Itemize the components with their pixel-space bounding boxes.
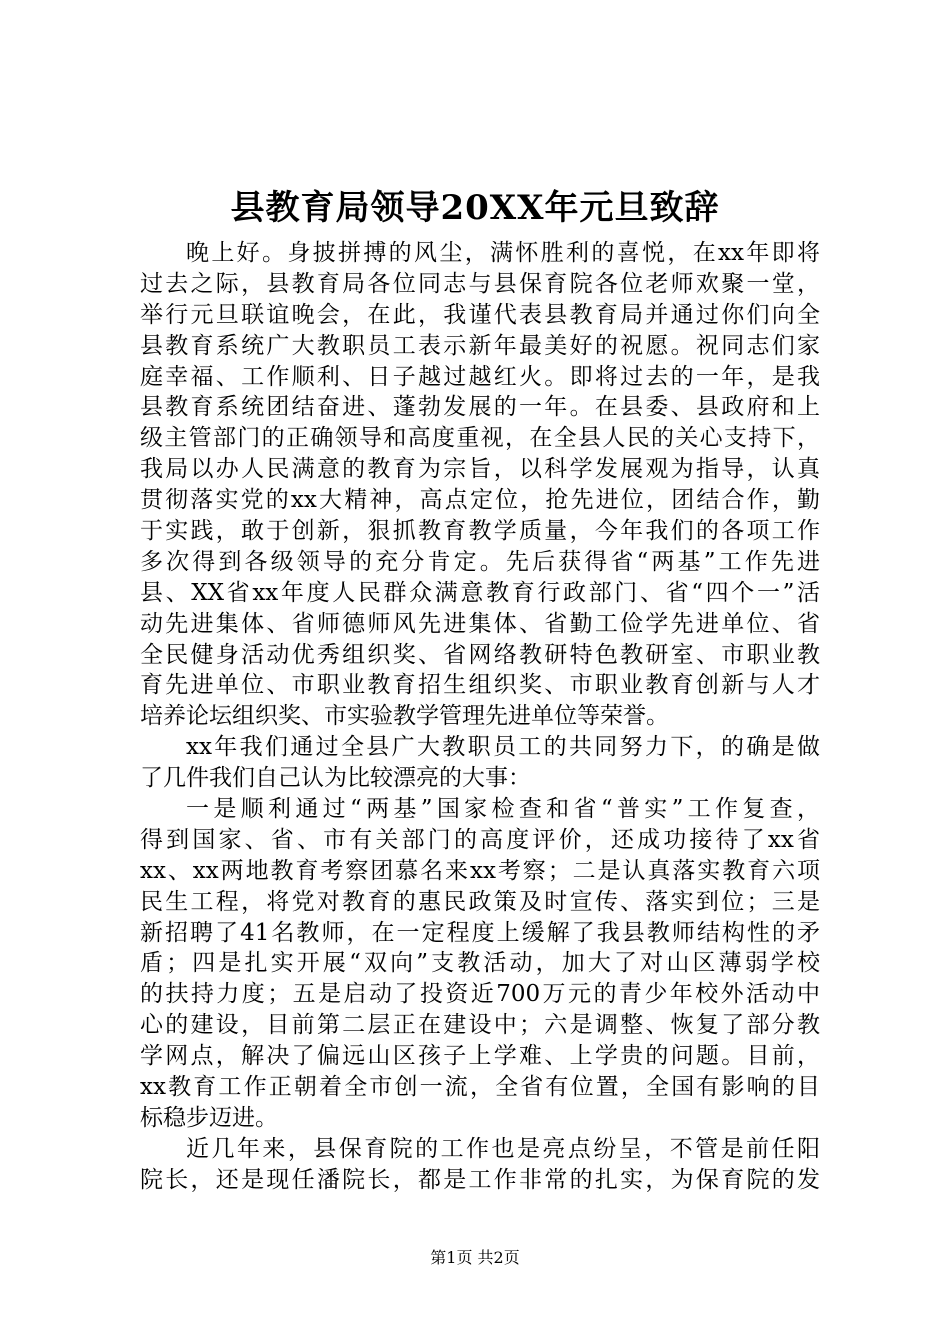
text-line: 多次得到各级领导的充分肯定。先后获得省“两基”工作先进: [140, 548, 820, 575]
text-line: 学网点，解决了偏远山区孩子上学难、上学贵的问题。目前，: [140, 1043, 820, 1070]
text-line: 标稳步迈进。: [140, 1104, 278, 1131]
text-line: 一是顺利通过“两基”国家检查和省“普实”工作复查，: [186, 796, 820, 823]
text-line: 县教育系统广大教职员工表示新年最美好的祝愿。祝同志们家: [140, 332, 820, 359]
text-line: 近几年来，县保育院的工作也是亮点纷呈，不管是前任阳: [186, 1135, 820, 1162]
document-body: [140, 238, 820, 1196]
text-line: 院长，还是现任潘院长，都是工作非常的扎实，为保育院的发: [140, 1166, 820, 1193]
text-line: 过去之际，县教育局各位同志与县保育院各位老师欢聚一堂，: [140, 270, 820, 297]
text-line: xx年我们通过全县广大教职员工的共同努力下，的确是做: [186, 734, 820, 761]
text-line: 县教育系统团结奋进、蓬勃发展的一年。在县委、县政府和上: [140, 394, 820, 421]
document-title: 县教育局领导20XX年元旦致辞: [230, 188, 720, 228]
text-line: 了几件我们自己认为比较漂亮的大事：: [140, 765, 531, 792]
text-line: 民生工程，将党对教育的惠民政策及时宣传、落实到位；三是: [140, 888, 820, 915]
text-line: 于实践，敢于创新，狠抓教育教学质量，今年我们的各项工作: [140, 518, 820, 545]
text-line: 县、XX省xx年度人民群众满意教育行政部门、省“四个一”活: [140, 579, 820, 606]
text-line: 得到国家、省、市有关部门的高度评价，还成功接待了xx省: [140, 826, 820, 853]
text-line: 庭幸福、工作顺利、日子越过越红火。即将过去的一年，是我: [140, 363, 820, 390]
text-line: 的扶持力度；五是启动了投资近700万元的青少年校外活动中: [140, 981, 820, 1008]
text-line: 动先进集体、省师德师风先进集体、省勤工俭学先进单位、省: [140, 610, 820, 637]
text-line: 盾；四是扎实开展“双向”支教活动，加大了对山区薄弱学校: [140, 950, 820, 977]
text-line: 举行元旦联谊晚会，在此，我谨代表县教育局并通过你们向全: [140, 301, 820, 328]
text-line: 全民健身活动优秀组织奖、省网络教研特色教研室、市职业教: [140, 641, 820, 668]
text-line: 贯彻落实党的xx大精神，高点定位，抢先进位，团结合作，勤: [140, 487, 820, 514]
text-line: xx、xx两地教育考察团慕名来xx考察；二是认真落实教育六项: [140, 857, 820, 884]
text-line: xx教育工作正朝着全市创一流，全省有位置，全国有影响的目: [140, 1074, 820, 1101]
text-line: 我局以办人民满意的教育为宗旨，以科学发展观为指导，认真: [140, 456, 820, 483]
text-line: 新招聘了41名教师，在一定程度上缓解了我县教师结构性的矛: [140, 919, 820, 946]
text-line: 晚上好。身披拼搏的风尘，满怀胜利的喜悦，在xx年即将: [186, 240, 820, 266]
text-line: 心的建设，目前第二层正在建设中；六是调整、恢复了部分教: [140, 1012, 820, 1039]
text-line: 级主管部门的正确领导和高度重视，在全县人民的关心支持下，: [140, 425, 820, 452]
text-line: 培养论坛组织奖、市实验教学管理先进单位等荣誉。: [140, 703, 669, 730]
page-footer: 第1页 共2页: [430, 1248, 520, 1267]
text-line: 育先进单位、市职业教育招生组织奖、市职业教育创新与人才: [140, 672, 820, 699]
